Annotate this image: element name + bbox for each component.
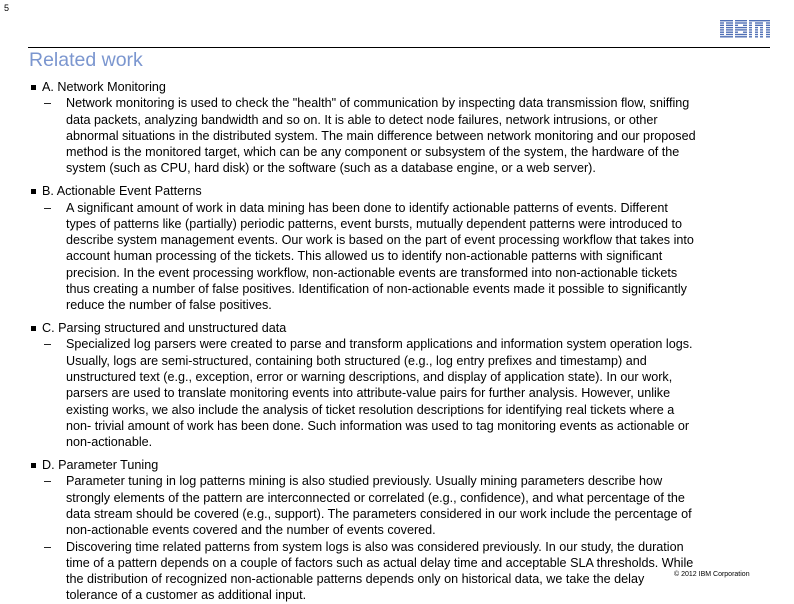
bullet-icon — [31, 326, 36, 331]
sub-bullet — [28, 539, 773, 604]
page-number: 5 — [4, 3, 10, 13]
text-line: time of a pattern depends on a couple of factors such as actual delay time and acceptable SLA thresholds. While — [66, 555, 694, 570]
text-line: method is the monitored target, which can be any component or subsystem of the system, the hardware of the — [66, 145, 680, 160]
sub-bullet — [28, 336, 773, 450]
text-line: non-actionable. — [66, 435, 153, 450]
section-heading — [28, 457, 773, 473]
text-line: Specialized log parsers were created to parse and transform applications and information system operation logs. — [66, 337, 693, 352]
dash-icon: – — [44, 337, 52, 352]
text-line: non-actionable events covered and the number of events covered. — [66, 523, 436, 538]
ibm-logo — [720, 20, 770, 38]
sub-bullet — [28, 95, 773, 176]
text-line: system (such as CPU, hard disk) or the software (such as a database engine, or a web server). — [66, 161, 596, 176]
section-heading-text: B. Actionable Event Patterns — [42, 184, 202, 199]
text-line: thus creating a number of false positives. Identification of non-actionable events made it possible to significantly — [66, 282, 687, 297]
text-line: account human processing of the tickets. This allowed us to identify non-actionable patterns with significant — [66, 249, 663, 264]
bullet-icon — [31, 189, 36, 194]
text-line: Discovering time related patterns from system logs is also was considered previously. In our study, the duration — [66, 539, 684, 554]
sub-bullet — [28, 200, 773, 314]
text-line: parsers are used to translate monitoring events into attribute-value pairs for further analysis. However, unlike — [66, 386, 671, 401]
text-line: reduce the number of false positives. — [66, 298, 272, 313]
text-line: abnormal situations in the distributed system. The main difference between network monitoring and our proposed — [66, 128, 696, 143]
dash-icon: – — [44, 539, 52, 554]
section-heading — [28, 183, 773, 199]
section-heading — [28, 79, 773, 95]
dash-icon: – — [44, 200, 52, 215]
text-line: precision. In the event processing workflow, non-actionable events are transformed into non-actionable tickets — [66, 265, 678, 280]
page-title: Related work — [29, 49, 143, 71]
text-line: strongly elements of the pattern are interconnected or correlated (e.g., confidence), and what percentage of the — [66, 490, 685, 505]
section-heading-text: D. Parameter Tuning — [42, 458, 159, 473]
section-heading — [28, 320, 773, 336]
copyright-footer: © 2012 IBM Corporation — [674, 571, 750, 578]
section-heading-text: A. Network Monitoring — [42, 80, 166, 94]
section — [28, 183, 773, 313]
section — [28, 79, 773, 177]
section — [28, 457, 773, 604]
text-line: Usually, logs are semi-structured, containing both structured (e.g., log entry prefixes and timestamp) and — [66, 353, 647, 368]
text-line: existing works, we also include the analysis of ticket resolution descriptions for identifying real tickets where a — [66, 402, 675, 417]
section — [28, 320, 773, 450]
text-line: types of patterns like (partially) periodic patterns, event bursts, mutually dependent patterns were introduced to — [66, 216, 683, 231]
text-line: data packets, analyzing bandwidth and so on. It is able to detect node failures, network intrusions, or other — [66, 112, 658, 127]
dash-icon: – — [44, 474, 52, 489]
text-line: data stream should be covered (e.g., support). The parameters considered in our work include the percentage of — [66, 506, 692, 521]
title-divider — [28, 47, 770, 48]
dash-icon: – — [44, 96, 52, 111]
sub-bullet — [28, 473, 773, 538]
text-line: A significant amount of work in data mining has been done to identify actionable patterns of events. Different — [66, 200, 668, 215]
text-line: tolerance of a customer as additional input. — [66, 588, 307, 603]
slide-body — [28, 79, 773, 604]
text-line: non- trivial amount of work has been done. Such information was used to tag monitoring events as actionable or — [66, 418, 690, 433]
bullet-icon — [31, 463, 36, 468]
text-line: Parameter tuning in log patterns mining is also studied previously. Usually mining parameters describe how — [66, 474, 663, 489]
text-line: unstructured text (e.g., exception, error or warning descriptions, and display of application state). In our work, — [66, 370, 673, 385]
text-line: Network monitoring is used to check the "health" of communication by inspecting data transmission flow, sniffing — [66, 96, 690, 111]
text-line: describe system management events. Our work is based on the part of event processing workflow that takes into — [66, 233, 694, 248]
section-heading-text: C. Parsing structured and unstructured data — [42, 321, 287, 336]
bullet-icon — [31, 85, 36, 90]
text-line: the distribution of recognized non-actionable patterns depends only on historical data, we take the delay — [66, 572, 645, 587]
